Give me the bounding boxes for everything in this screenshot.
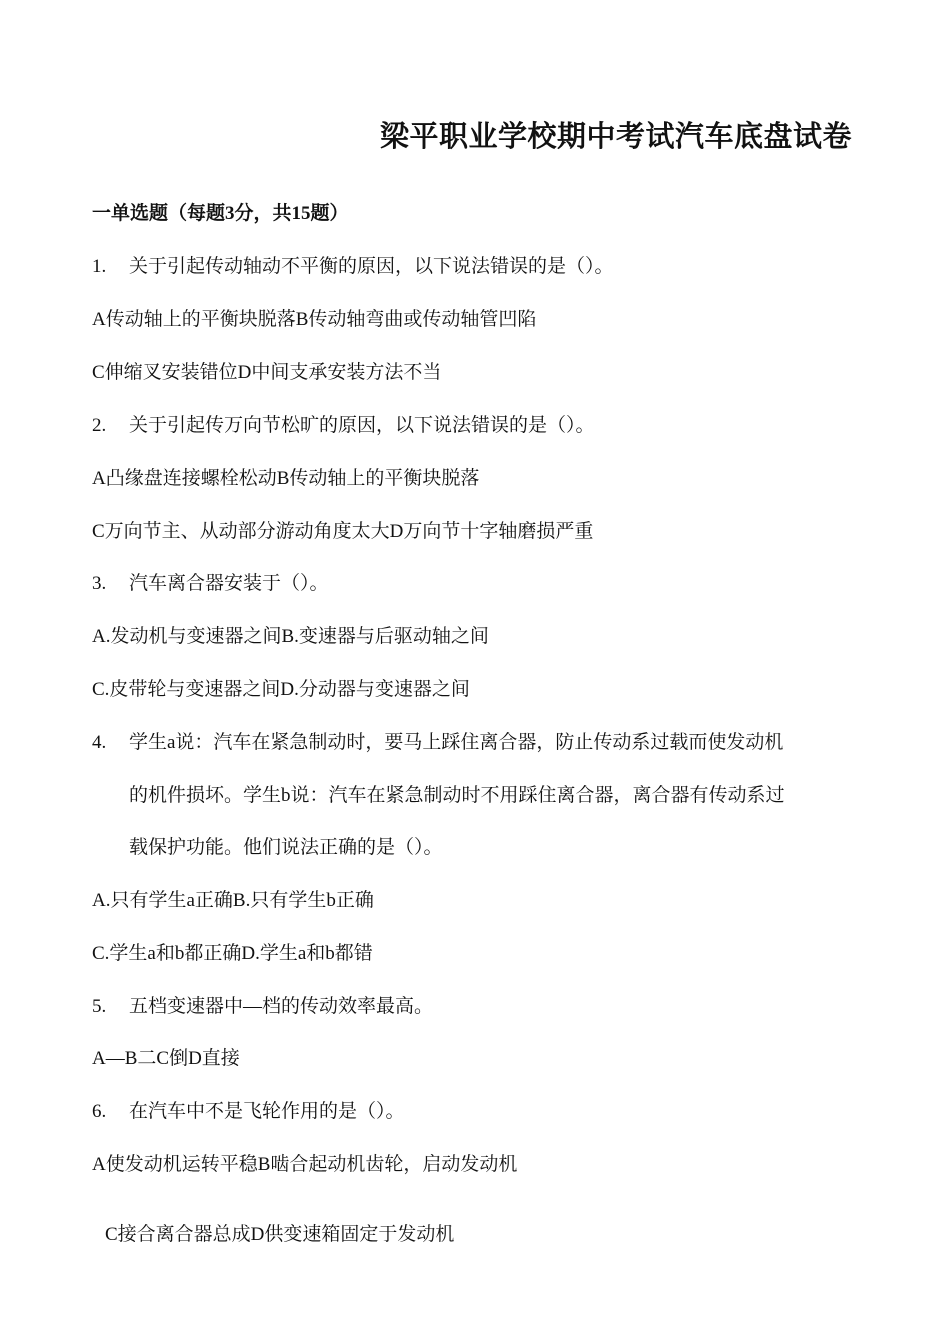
question-1 bbox=[92, 251, 614, 278]
question-6 bbox=[92, 1096, 405, 1123]
question-number: 2. bbox=[92, 415, 107, 436]
question-5 bbox=[92, 991, 433, 1018]
question-stem-line-1: 学生a说：汽车在紧急制动时，要马上踩住离合器，防止传动系过载而使发动机 bbox=[129, 732, 784, 753]
question-number: 5. bbox=[92, 996, 107, 1017]
question-number: 3. bbox=[92, 573, 107, 594]
question-6-options-cd: C接合离合器总成D供变速箱固定于发动机 bbox=[105, 1224, 455, 1245]
question-2-options-ab: A凸缘盘连接螺栓松动B传动轴上的平衡块脱落 bbox=[92, 468, 480, 489]
question-3-options-ab: A.发动机与变速器之间B.变速器与后驱动轴之间 bbox=[92, 626, 489, 647]
question-stem-line-2: 的机件损坏。学生b说：汽车在紧急制动时不用踩住离合器，离合器有传动系过 bbox=[129, 785, 785, 806]
question-4-options-cd: C.学生a和b都正确D.学生a和b都错 bbox=[92, 943, 373, 964]
question-stem: 关于引起传万向节松旷的原因，以下说法错误的是（）。 bbox=[129, 415, 595, 436]
question-2-options-cd: C万向节主、从动部分游动角度太大D万向节十字轴磨损严重 bbox=[92, 521, 594, 542]
section-heading: 一单选题（每题3分，共15题） bbox=[92, 203, 349, 224]
exam-title: 梁平职业学校期中考试汽车底盘试卷 bbox=[379, 121, 852, 153]
question-5-options: A—B二C倒D直接 bbox=[92, 1048, 240, 1069]
question-number: 6. bbox=[92, 1101, 107, 1122]
question-4 bbox=[92, 727, 783, 754]
question-stem: 在汽车中不是飞轮作用的是（）。 bbox=[129, 1101, 405, 1122]
question-1-options-ab: A传动轴上的平衡块脱落B传动轴弯曲或传动轴管凹陷 bbox=[92, 309, 537, 330]
question-6-options-ab: A使发动机运转平稳B啮合起动机齿轮，启动发动机 bbox=[92, 1154, 518, 1175]
question-stem-line-3: 载保护功能。他们说法正确的是（）。 bbox=[129, 837, 443, 858]
question-3 bbox=[92, 568, 329, 595]
question-number: 4. bbox=[92, 732, 107, 753]
question-2 bbox=[92, 410, 595, 437]
question-stem: 汽车离合器安装于（）。 bbox=[129, 573, 329, 594]
question-number: 1. bbox=[92, 256, 107, 277]
question-stem: 关于引起传动轴动不平衡的原因，以下说法错误的是（）。 bbox=[129, 256, 614, 277]
question-stem: 五档变速器中—档的传动效率最高。 bbox=[129, 996, 434, 1017]
question-1-options-cd: C伸缩叉安装错位D中间支承安装方法不当 bbox=[92, 362, 442, 383]
question-4-options-ab: A.只有学生a正确B.只有学生b正确 bbox=[92, 890, 374, 911]
question-3-options-cd: C.皮带轮与变速器之间D.分动器与变速器之间 bbox=[92, 679, 470, 700]
